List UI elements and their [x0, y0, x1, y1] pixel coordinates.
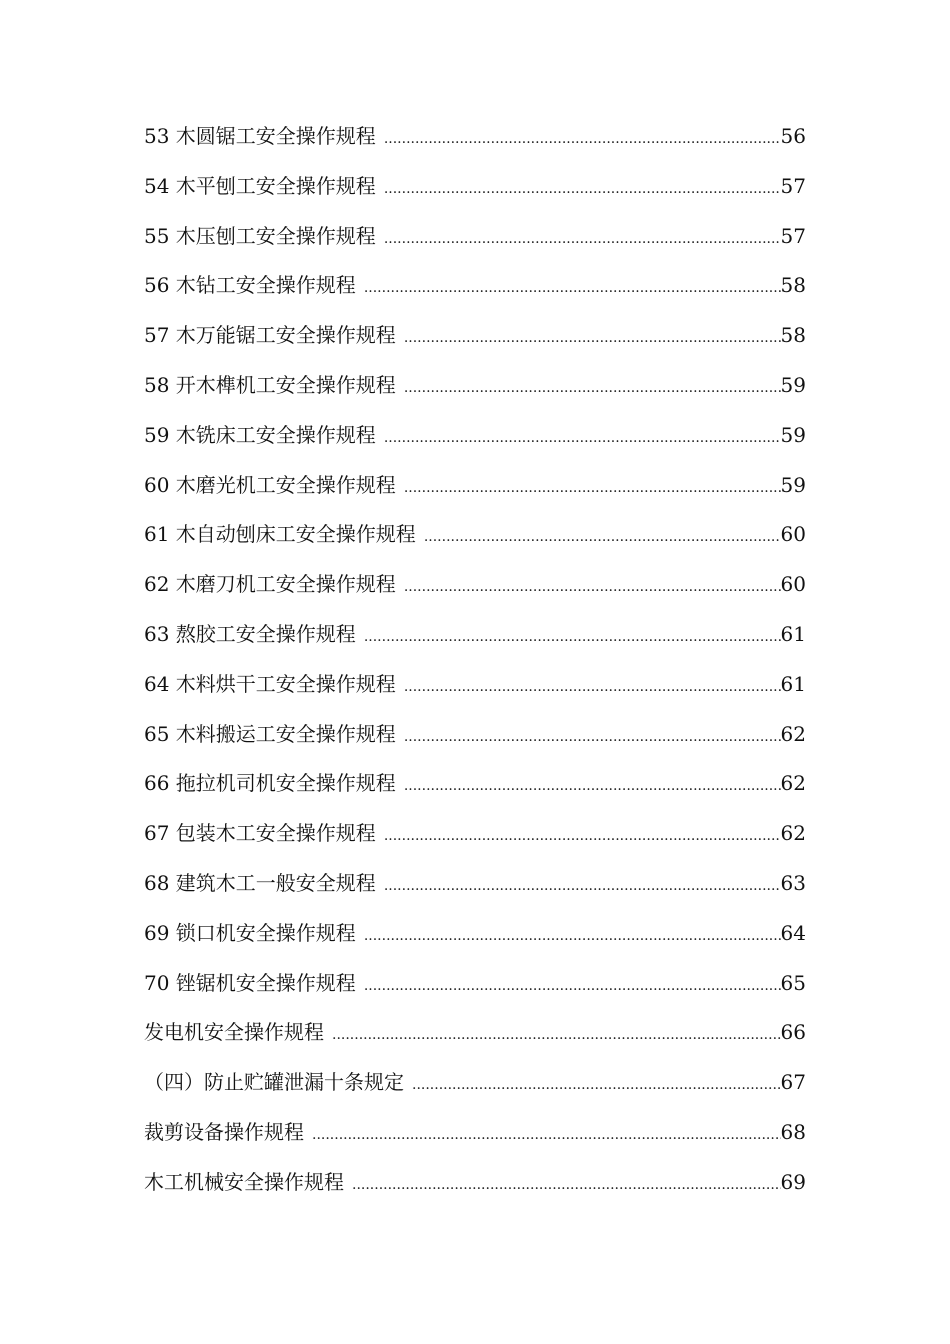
- toc-entry[interactable]: [144, 865, 806, 915]
- toc-leader-dots: [412, 1067, 781, 1103]
- toc-entry-title: 裁剪设备操作规程: [144, 1119, 304, 1144]
- toc-entry-title: 59 木铣床工安全操作规程: [144, 422, 376, 447]
- toc-entry-title: 53 木圆锯工安全操作规程: [144, 124, 376, 148]
- toc-entry-title: 61 木自动刨床工安全操作规程: [144, 522, 416, 547]
- toc-entry-title: 55 木压刨工安全操作规程: [144, 223, 376, 248]
- toc-entry[interactable]: [144, 118, 806, 168]
- toc-entry-title: 67 包装木工安全操作规程: [144, 821, 376, 846]
- toc-entry-page: 64: [780, 920, 806, 945]
- toc-leader-dots: [404, 569, 781, 605]
- toc-entry[interactable]: [144, 467, 806, 517]
- toc-entry[interactable]: [144, 616, 806, 666]
- toc-entry-title: 62 木磨刀机工安全操作规程: [144, 572, 396, 597]
- toc-entry[interactable]: [144, 1164, 806, 1214]
- toc-entry-title: 54 木平刨工安全操作规程: [144, 173, 376, 198]
- toc-leader-dots: [404, 669, 781, 705]
- toc-entry-page: 65: [780, 970, 806, 995]
- toc-entry-page: 59: [780, 372, 806, 397]
- toc-entry[interactable]: [144, 218, 806, 268]
- toc-leader-dots: [332, 1017, 781, 1053]
- toc-leader-dots: [364, 270, 781, 306]
- toc-entry-page: 58: [780, 323, 806, 348]
- toc-entry-title: 57 木万能锯工安全操作规程: [144, 323, 396, 348]
- toc-leader-dots: [404, 320, 781, 356]
- toc-entry[interactable]: [144, 516, 806, 566]
- toc-leader-dots: [384, 221, 781, 257]
- toc-entry-page: 63: [780, 870, 806, 895]
- toc-entry[interactable]: [144, 666, 806, 716]
- toc-leader-dots: [364, 918, 781, 954]
- toc-entry-page: 59: [780, 422, 806, 447]
- toc-entry-page: 60: [780, 522, 806, 547]
- toc-entry-page: 67: [780, 1070, 806, 1095]
- toc-leader-dots: [384, 818, 781, 854]
- toc-entry-title: 60 木磨光机工安全操作规程: [144, 472, 396, 497]
- toc-entry[interactable]: [144, 566, 806, 616]
- toc-leader-dots: [404, 768, 781, 804]
- toc-entry-page: 61: [780, 671, 806, 696]
- toc-entry-page: 56: [780, 124, 806, 148]
- toc-leader-dots: [312, 1117, 781, 1153]
- toc-entry-title: 66 拖拉机司机安全操作规程: [144, 771, 396, 796]
- toc-entry[interactable]: [144, 915, 806, 965]
- toc-entry-title: 70 锉锯机安全操作规程: [144, 970, 356, 995]
- toc-leader-dots: [384, 420, 781, 456]
- toc-entry[interactable]: [144, 965, 806, 1015]
- toc-entry-title: 64 木料烘干工安全操作规程: [144, 671, 396, 696]
- toc-entry-page: 61: [780, 621, 806, 646]
- toc-entry-page: 68: [780, 1119, 806, 1144]
- toc-leader-dots: [404, 370, 781, 406]
- toc-entry-page: 60: [780, 572, 806, 597]
- toc-entry[interactable]: [144, 815, 806, 865]
- toc-entry-title: 发电机安全操作规程: [144, 1020, 324, 1045]
- toc-entry-title: 56 木钻工安全操作规程: [144, 273, 356, 298]
- toc-entry-page: 62: [780, 721, 806, 746]
- toc-entry-title: 68 建筑木工一般安全规程: [144, 870, 376, 895]
- toc-entry[interactable]: [144, 1064, 806, 1114]
- toc-entry[interactable]: [144, 168, 806, 218]
- toc-entry[interactable]: [144, 367, 806, 417]
- toc-entry-title: 65 木料搬运工安全操作规程: [144, 721, 396, 746]
- toc-entry-page: 62: [780, 821, 806, 846]
- toc-entry[interactable]: [144, 716, 806, 766]
- toc-leader-dots: [384, 868, 781, 904]
- toc-entry[interactable]: [144, 317, 806, 367]
- toc-entry-page: 57: [780, 223, 806, 248]
- toc-entry-title: 69 锁口机安全操作规程: [144, 920, 356, 945]
- toc-entry[interactable]: [144, 417, 806, 467]
- toc-entry-page: 58: [780, 273, 806, 298]
- toc-leader-dots: [404, 470, 781, 506]
- toc-leader-dots: [404, 719, 781, 755]
- toc-entry-title: 木工机械安全操作规程: [144, 1169, 344, 1194]
- toc-leader-dots: [424, 519, 781, 555]
- table-of-contents: [144, 118, 806, 1214]
- toc-leader-dots: [384, 171, 781, 207]
- toc-entry-page: 57: [780, 173, 806, 198]
- toc-entry[interactable]: [144, 267, 806, 317]
- toc-entry-page: 66: [780, 1020, 806, 1045]
- toc-entry[interactable]: [144, 765, 806, 815]
- toc-entry[interactable]: [144, 1014, 806, 1064]
- toc-entry-page: 69: [780, 1169, 806, 1194]
- toc-leader-dots: [364, 619, 781, 655]
- toc-leader-dots: [364, 968, 781, 1004]
- toc-entry-page: 59: [780, 472, 806, 497]
- toc-leader-dots: [352, 1167, 781, 1203]
- toc-entry-title: （四）防止贮罐泄漏十条规定: [144, 1070, 404, 1095]
- toc-entry-title: 63 熬胶工安全操作规程: [144, 621, 356, 646]
- toc-entry[interactable]: [144, 1114, 806, 1164]
- toc-entry-title: 58 开木榫机工安全操作规程: [144, 372, 396, 397]
- toc-leader-dots: [384, 121, 781, 157]
- toc-entry-page: 62: [780, 771, 806, 796]
